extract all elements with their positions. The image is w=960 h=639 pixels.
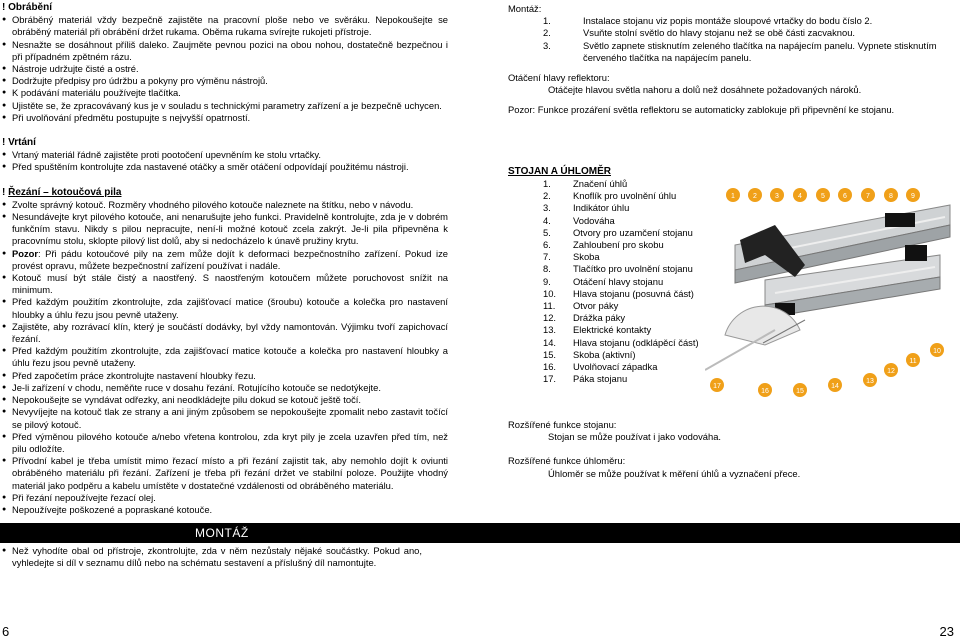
numbered-item	[508, 263, 699, 275]
numbered-item	[508, 288, 699, 300]
item-number: 3.	[543, 202, 551, 214]
item-text: Instalace stojanu viz popis montáže sloupové vrtačky do bodu číslo 2.	[583, 15, 873, 27]
item-number: 10.	[543, 287, 557, 299]
item-text: Drážka páky	[573, 312, 626, 324]
numbered-item	[508, 337, 699, 349]
list-item	[2, 406, 448, 430]
item-number: 4.	[543, 214, 551, 226]
numbered-item	[508, 251, 699, 263]
item-text: Hlava stojanu (posuvná část)	[573, 287, 694, 299]
item-number: 3.	[543, 39, 551, 51]
item-text: Při řezání nepoužívejte řezací olej.	[12, 491, 156, 503]
item-text: Před výměnou pilového kotouče a/nebo vřetena kontrolou, zda kryt pily je zcela uzavřen před tím, než pilu odložíte.	[12, 430, 448, 454]
item-number: 7.	[543, 251, 551, 263]
heading-prefix: !	[2, 186, 9, 198]
callout-label: 8	[889, 193, 893, 200]
item-text: Uvolňovací západka	[573, 361, 658, 373]
item-text: Zvolte správný kotouč. Rozměry vhodného pilového kotouče naleznete na štítku, nebo v návodu.	[12, 198, 414, 210]
list-item	[2, 492, 448, 504]
section-heading-vrtani: ! Vrtání	[2, 137, 36, 149]
rozsirene-uhlomeru-label: Rozšířené funkce úhloměru:	[508, 455, 626, 467]
numbered-item	[508, 361, 699, 373]
list-item	[2, 431, 448, 455]
callout-label: 9	[911, 193, 915, 200]
section-heading-rezani	[2, 187, 448, 199]
numbered-item	[508, 227, 699, 239]
callout-label: 4	[798, 193, 802, 200]
item-text: Před započetím práce zkontrolujte nastavení hloubky řezu.	[12, 369, 256, 381]
rozsirene-stojanu-text: Stojan se může používat i jako vodováha.	[548, 431, 722, 443]
item-text: Zajistěte, aby rozrávací klín, který je součástí dodávky, byl vždy namontován. Výjimku tvoří zapichovací řezání.	[12, 320, 448, 345]
numbered-item	[508, 215, 699, 227]
numbered-item	[508, 27, 954, 39]
rozsirene-stojanu-label: Rozšířené funkce stojanu:	[508, 419, 617, 430]
list-item: ● K podávání materiálu používejte tlačítka.	[2, 87, 448, 99]
pozor-text: Pozor: Funkce prozáření světla reflektoru se automaticky zablokuje při připevnění ke stojanu.	[508, 104, 895, 116]
callout-label: 10	[933, 348, 941, 355]
item-text: Otvor páky	[573, 300, 619, 312]
callout-label: 16	[761, 388, 769, 395]
list-item	[2, 394, 448, 406]
list-item	[2, 504, 448, 516]
list-item	[2, 321, 448, 345]
callout-label: 2	[753, 193, 757, 200]
left-column	[2, 2, 448, 516]
list-item	[2, 272, 448, 296]
callout-label: 15	[796, 388, 804, 395]
item-number: 14.	[543, 336, 557, 348]
item-text: Hlava stojanu (odklápěcí část)	[573, 336, 699, 348]
list-item: ● Vrtaný materiál řádně zajistěte proti pootočení upevněním ke stolu vrtačky.	[2, 149, 448, 161]
item-text: Zahloubení pro skobu	[573, 239, 664, 251]
item-number: 1.	[543, 178, 551, 189]
item-text: Je-li zařízení v chodu, neměňte ruce v dosahu řezání. Rotujícího kotouče se nedotýkejte.	[12, 381, 381, 393]
numbered-item	[508, 15, 954, 27]
item-text: Kotouč musí být stále čistý a naostřený. S naostřeným kotoučem můžete poruchovost snížit na minimum.	[12, 272, 448, 296]
montaz-steps	[508, 15, 954, 64]
item-text: Vsuňte stolní světlo do hlavy stojanu než se obě části zacvaknou.	[583, 27, 856, 39]
obrabeni-list	[2, 14, 448, 124]
page-number-right: 23	[939, 624, 954, 639]
callout-label: 5	[821, 193, 825, 200]
numbered-item	[508, 373, 699, 385]
item-number: 16.	[543, 361, 557, 373]
item-text: Tlačítko pro uvolnění stojanu	[573, 263, 693, 275]
numbered-item	[508, 349, 699, 361]
stand-figure	[705, 185, 955, 405]
item-text: Světlo zapnete stisknutím zeleného tlačítka na napájecím panelu. Vypnete stisknutím červeného tlačítka na napájecím panelu.	[583, 39, 937, 63]
item-text: Před každým použitím zkontrolujte, zda zajišťovací matice (šroubu) kotouče a kolečka pro nastavení hloubky a úhlu řezu jsou pevně utaženy.	[12, 296, 448, 320]
item-text: : Při pádu kotoučové pily na zem může dojít k deformaci bezpečnostního zařízení. Pokud ize provést opravu, můžete bezpečnostní zařízení používat i nadále.	[12, 247, 448, 271]
item-text: Indikátor úhlu	[573, 202, 630, 214]
item-number: 5.	[543, 226, 551, 238]
item-number: 17.	[543, 373, 557, 385]
list-item: ● Nesnažte se dosáhnout příliš daleko. Zaujměte pevnou pozici na obou nohou, dostatečně bezpečnou i při případném zpětném rázu.	[2, 39, 448, 63]
item-text: Skoba (aktivní)	[573, 348, 636, 360]
numbered-item	[508, 276, 699, 288]
numbered-item	[508, 178, 699, 190]
item-text: Knoflík pro uvolnění úhlu	[573, 190, 677, 202]
callout-label: 13	[866, 378, 874, 385]
item-text: Otáčení hlavy stojanu	[573, 275, 664, 287]
item-text: Značení úhlů	[573, 178, 628, 189]
extended-functions	[508, 419, 800, 480]
callout-label: 3	[775, 193, 779, 200]
numbered-item	[508, 202, 699, 214]
item-text: Nesundávejte kryt pilového kotouče, ani nenarušujte jeho funkci. Pravidelně kontrolujte, zda je v dobrém funkčním stavu. Nikdy s pilou nepracujte, není-li možné kotouč zcela zakrýt. Je-li pila připevněna k pracovnímu stolu, sklopte pilový list dolů, aby si nedocházelo k únavě pružiny krytu.	[12, 211, 448, 247]
numbered-item	[508, 239, 699, 251]
item-number: 12.	[543, 312, 557, 324]
item-number: 15.	[543, 348, 557, 360]
montaz-banner	[0, 523, 960, 543]
item-text: Elektrické kontakty	[573, 324, 652, 336]
item-text: Páka stojanu	[573, 373, 628, 385]
item-text: Před každým použitím zkontrolujte, zda zajišťovací matice kotouče a kolečka pro nastavení hloubky a úhlu řezu jsou pevně utaženy.	[12, 345, 448, 369]
stand-rail	[735, 205, 950, 318]
numbered-item	[508, 190, 699, 202]
item-number: 2.	[543, 190, 551, 202]
otaceni-text: Otáčejte hlavou světla nahoru a dolů než dosáhnete požadovaných nároků.	[548, 84, 862, 96]
heading-rezani-text: Řezání – kotoučová pila	[8, 186, 122, 198]
callout-label: 1	[731, 193, 735, 200]
numbered-item	[508, 312, 699, 324]
montaz-banner-title: MONTÁŽ	[195, 526, 249, 540]
bottom-notice-item: ● Než vyhodíte obal od přístroje, zkontrolujte, zda v něm nezůstaly nějaké součástky. Pokud ano, vyhledejte si díl v seznamu dílů nebo na schématu sestavení a příslušný díl namontujte.	[2, 545, 422, 569]
list-item: ● Při uvolňování předmětu postupujte s nejvyšší opatrností.	[2, 112, 448, 124]
list-item: ● Nástroje udržujte čisté a ostré.	[2, 63, 448, 75]
list-item	[2, 382, 448, 394]
list-item: ● Dodržujte předpisy pro údržbu a pokyny pro výměnu nástrojů.	[2, 75, 448, 87]
item-text: Vodováha	[573, 214, 615, 226]
item-text: Přívodní kabel je třeba umístit mimo řezací místo a při řezání zajistit tak, aby nemohlo dojít k oviunti obráběného materiálu při řezání. Zařízení je třeba při řezání držet ve stabilní poloze. Použijte vhodný materiál jako podpěru a kabelu umístěte v dostatečné vzdálenosti od obráběného materiálu.	[12, 455, 448, 491]
item-number: 1.	[543, 15, 551, 27]
page-number-left: 6	[2, 624, 10, 639]
item-text: Skoba	[573, 251, 600, 263]
list-item	[2, 296, 448, 320]
callout-label: 17	[713, 383, 721, 390]
right-column	[508, 3, 954, 117]
item-text: Nepokoušejte se vyndávat odřezky, ani neodkládejte pilu dokud se kotouč ještě točí.	[12, 394, 361, 406]
list-item	[2, 211, 448, 248]
callout-label: 7	[866, 193, 870, 200]
bold-lead: Pozor	[12, 247, 39, 259]
section-heading-obrabeni: ! Obrábění	[2, 2, 53, 13]
otaceni-label: Otáčení hlavy reflektoru:	[508, 72, 610, 84]
callout-label: 6	[843, 193, 847, 200]
list-item	[2, 199, 448, 211]
numbered-item	[508, 324, 699, 336]
list-item	[2, 370, 448, 382]
item-text: Otvory pro uzamčení stojanu	[573, 226, 693, 238]
callout-label: 12	[887, 368, 895, 375]
item-text: Nepoužívejte poškozené a popraskané kotouče.	[12, 503, 213, 515]
item-number: 6.	[543, 239, 551, 251]
list-item: ● Obráběný materiál vždy bezpečně zajistěte na pracovní ploše nebo ve svěráku. Nepokoušejte se obráběný materiál při obrábění držet rukama. Oběma rukama svírejte rukojeti přístroje.	[2, 14, 448, 38]
rozsirene-uhlomeru-text: Úhloměr se může používat k měření úhlů a vyznačení přece.	[548, 467, 801, 479]
numbered-item	[508, 40, 954, 64]
montaz-label: Montáž:	[508, 3, 542, 14]
item-number: 13.	[543, 324, 557, 336]
numbered-item	[508, 300, 699, 312]
list-item: ● Před spuštěním kontrolujte zda nastavené otáčky a směr otáčení odpovídají použitému nástroji.	[2, 161, 448, 173]
item-number: 11.	[543, 300, 556, 312]
item-text: Nevyvíjejte na kotouč tlak ze strany a ani jiným způsobem se nepokoušejte zpomalit nebo zastavit točící se pilový kotouč.	[12, 406, 448, 430]
callout-label: 14	[831, 383, 839, 390]
item-number: 8.	[543, 263, 551, 275]
list-item	[2, 345, 448, 369]
callout-label: 11	[909, 358, 917, 365]
protractor	[705, 306, 805, 370]
rezani-list	[2, 199, 448, 516]
item-number: 9.	[543, 275, 551, 287]
vrtani-list	[2, 149, 448, 173]
stojan-title: STOJAN A ÚHLOMĚR	[508, 166, 611, 177]
list-item	[2, 248, 448, 272]
item-number: 2.	[543, 27, 551, 39]
bottom-notice	[2, 545, 422, 569]
parts-list	[508, 178, 699, 385]
list-item	[2, 455, 448, 492]
list-item: ● Ujistěte se, že zpracovávaný kus je v souladu s technickými parametry zařízení a je bezpečně uchycen.	[2, 100, 448, 112]
